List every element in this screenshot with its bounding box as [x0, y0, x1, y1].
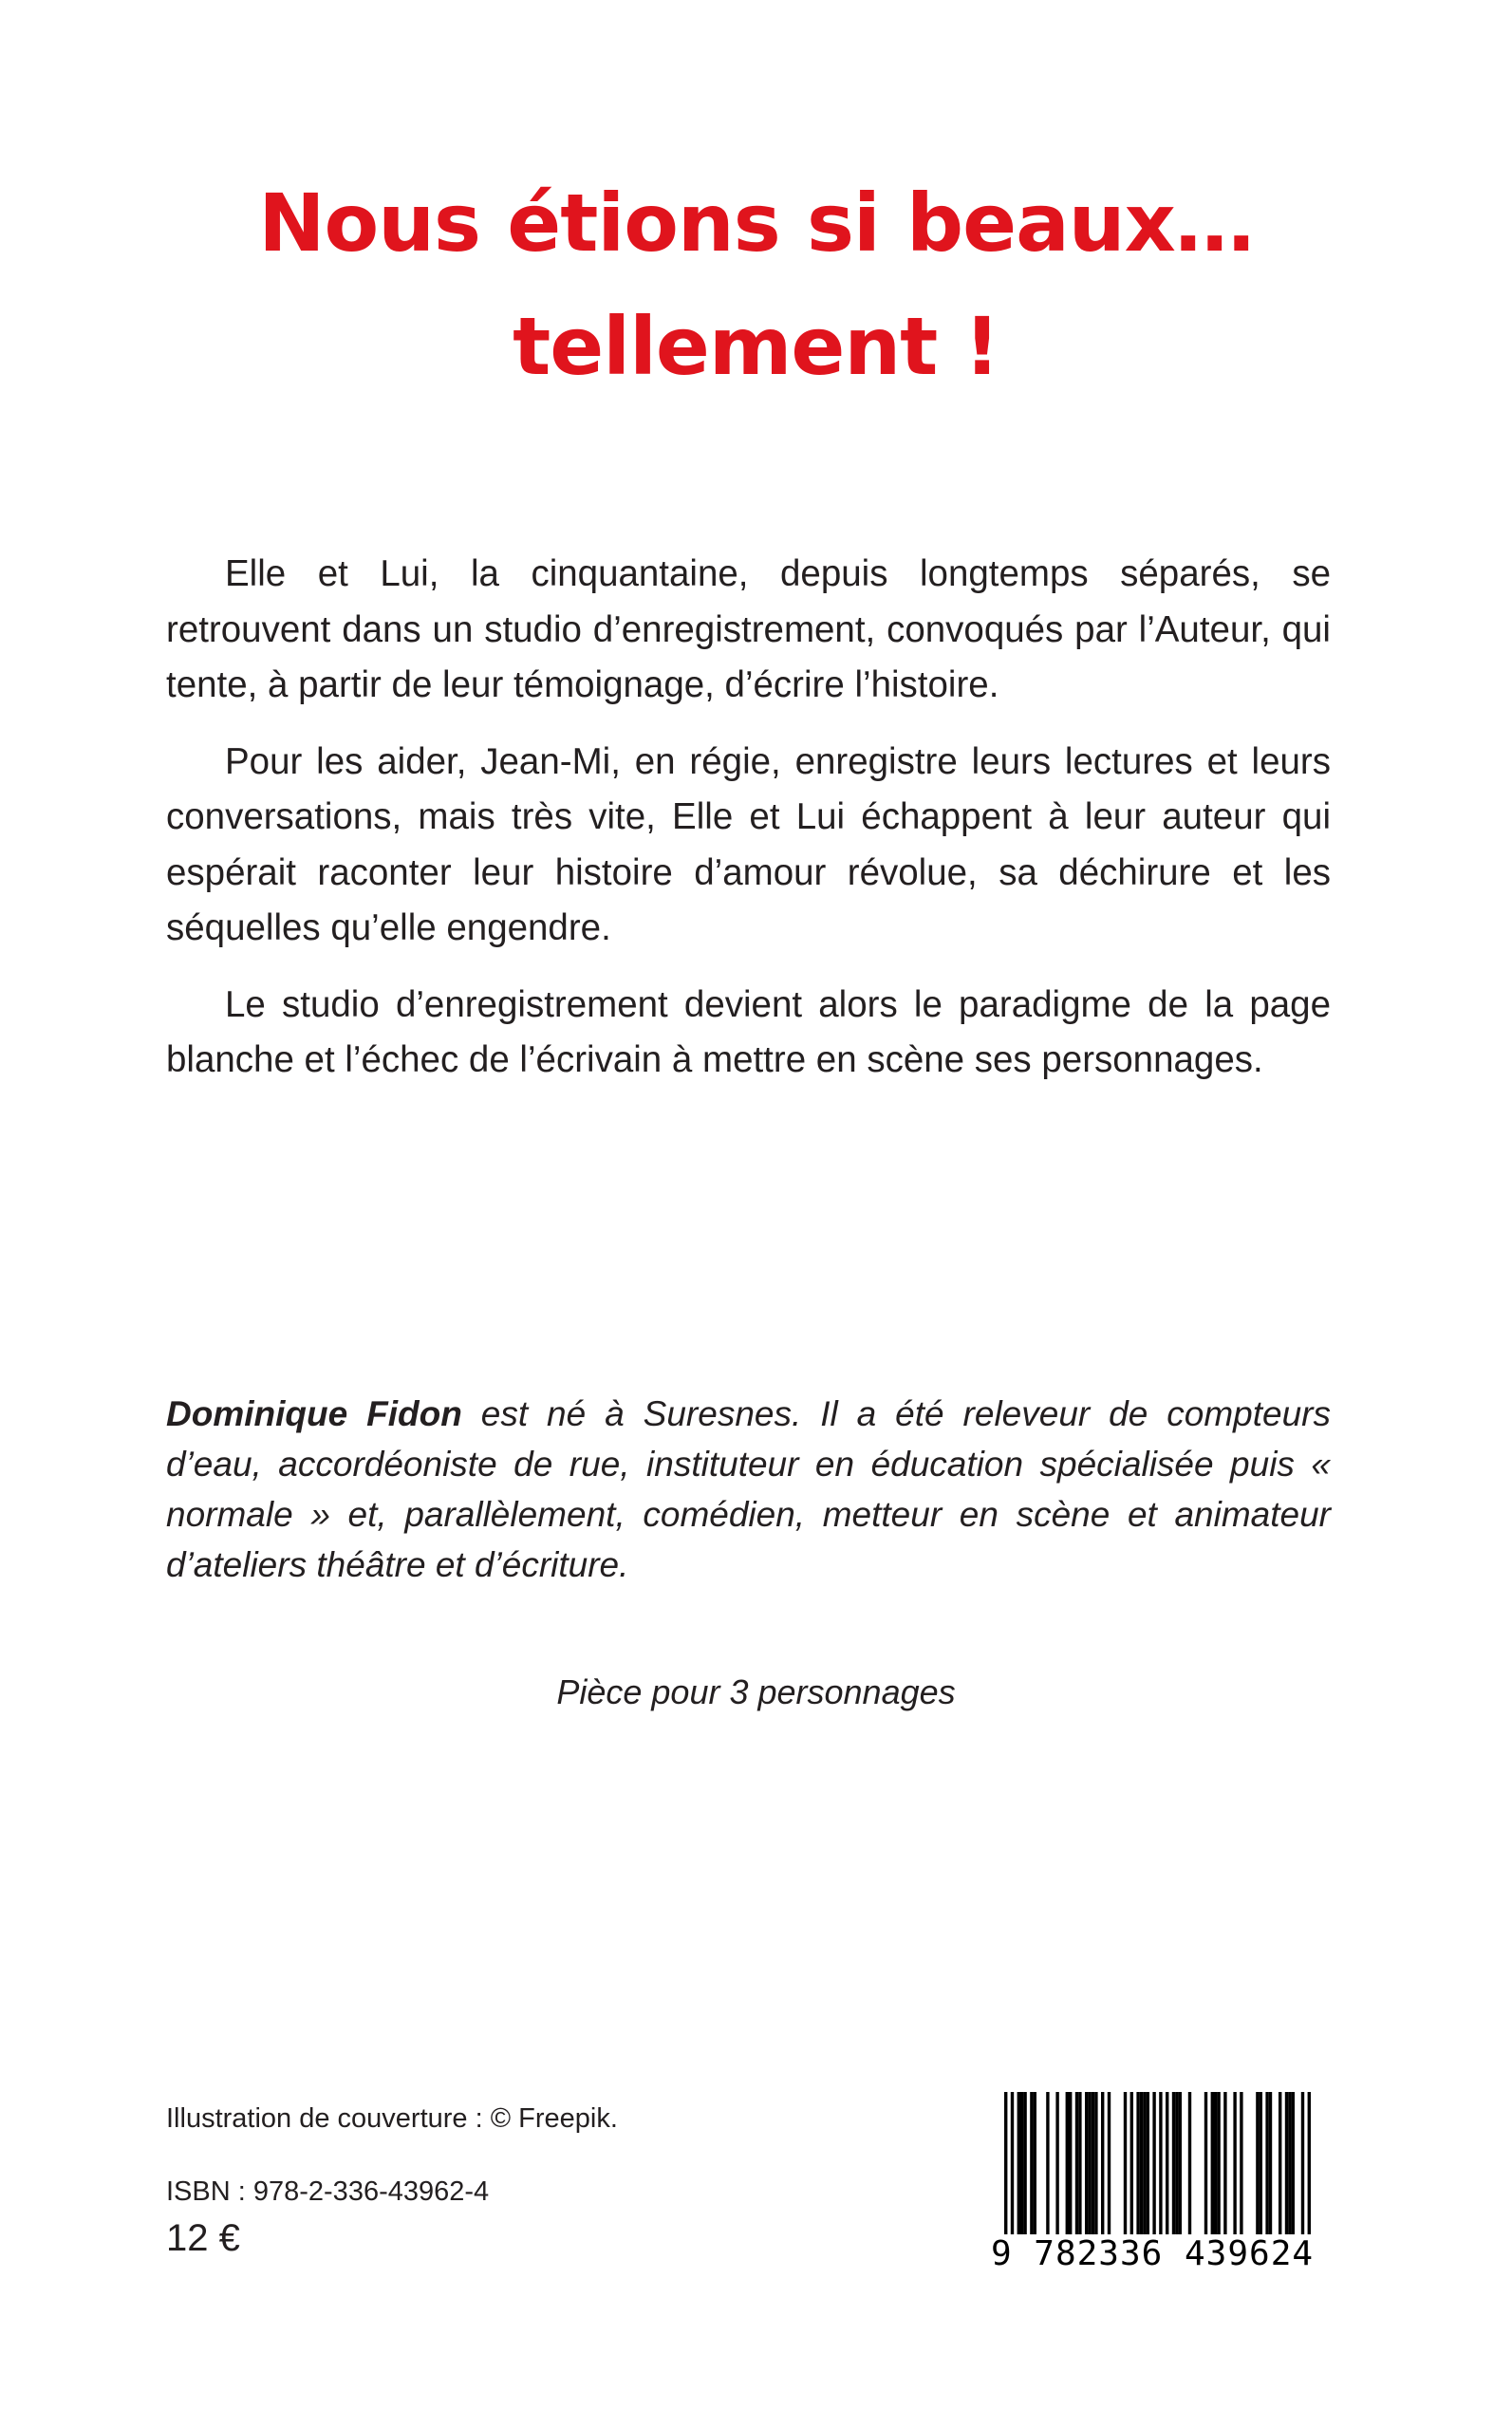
barcode-bar: [1166, 2092, 1168, 2234]
barcode-bar: [1143, 2092, 1146, 2234]
barcode-bar: [1159, 2092, 1162, 2244]
barcode-bar: [1175, 2092, 1178, 2234]
barcode-bar: [1147, 2092, 1149, 2234]
barcode-bar: [1055, 2092, 1058, 2234]
barcode-digits: 9 782336 439624: [978, 2234, 1327, 2273]
barcode-bar: [1188, 2092, 1191, 2234]
barcode-bar: [1023, 2092, 1026, 2234]
barcode-bar: [1172, 2092, 1175, 2234]
illustration-credit: Illustration de couverture : © Freepik.: [166, 2103, 618, 2134]
barcode-bar: [1256, 2092, 1259, 2234]
barcode-bar: [1140, 2092, 1143, 2234]
barcode-bar: [1030, 2092, 1033, 2234]
barcode-bar: [1233, 2092, 1236, 2234]
author-name: Dominique Fidon: [166, 1394, 462, 1433]
barcode-bar: [1085, 2092, 1088, 2234]
barcode-bar: [1017, 2092, 1020, 2234]
isbn-barcode: [978, 2092, 1327, 2287]
barcode-bar: [1066, 2092, 1069, 2234]
barcode-bar: [1069, 2092, 1072, 2234]
barcode-bar: [1004, 2092, 1007, 2244]
book-title: [0, 161, 1512, 408]
barcode-bar: [1223, 2092, 1226, 2234]
barcode-bar: [1020, 2092, 1023, 2234]
barcode-bar: [1269, 2092, 1272, 2234]
barcode-bar: [1260, 2092, 1262, 2234]
barcode-bar: [1088, 2092, 1091, 2234]
summary-paragraph: Elle et Lui, la cinquantaine, depuis longtemps séparés, se retrouvent dans un studio d’enregistrement, convoqués par l’Auteur, qui tente, à partir de leur témoignage, d’écrire l’histoire.: [166, 553, 1331, 705]
barcode-bar: [1011, 2092, 1014, 2244]
barcode-bar: [1308, 2092, 1311, 2244]
barcode-bar: [1292, 2092, 1295, 2234]
barcode-bar: [1204, 2092, 1207, 2234]
barcode-bar: [1046, 2092, 1049, 2234]
book-title-line-2: tellement !: [513, 300, 999, 393]
price-label: 12 €: [166, 2217, 240, 2259]
barcode-bar: [1301, 2092, 1304, 2244]
barcode-bar: [1179, 2092, 1182, 2234]
summary-paragraph: Le studio d’enregistrement devient alors le paradigme de la page blanche et l’échec de l’écrivain à mettre en scène ses personnages.: [166, 983, 1331, 1080]
barcode-bar: [1078, 2092, 1081, 2234]
summary-paragraph: Pour les aider, Jean-Mi, en régie, enregistre leurs lectures et leurs conversations, mais très vite, Elle et Lui échappent à leur auteur qui espérait raconter leur histoire d’amour révolue, sa déchirure et les séquelles qu’elle engendre.: [166, 740, 1331, 948]
barcode-bar: [1240, 2092, 1242, 2234]
barcode-bar: [1217, 2092, 1220, 2234]
barcode-bar: [1094, 2092, 1097, 2234]
barcode-bar: [1265, 2092, 1268, 2234]
author-bio-text: est né à Suresnes. Il a été releveur de compteurs d’eau, accordéoniste de rue, instituteur en éducation spécialisée puis « normale » et, parallèlement, comédien, metteur en scène et animateur d’ateliers théâtre et d’écriture.: [166, 1394, 1331, 1584]
summary-text: [166, 547, 1331, 1110]
barcode-bar: [1211, 2092, 1214, 2234]
barcode-bar: [1279, 2092, 1281, 2234]
barcode-bar: [1130, 2092, 1133, 2234]
barcode-bar: [1034, 2092, 1036, 2234]
author-bio: [166, 1389, 1331, 1590]
barcode-bar: [1092, 2092, 1094, 2234]
barcode-bar: [1075, 2092, 1078, 2234]
barcode-bars: [978, 2092, 1327, 2244]
book-title-line-1: Nous étions si beaux…: [258, 177, 1254, 270]
barcode-bar: [1101, 2092, 1104, 2234]
barcode-bar: [1136, 2092, 1139, 2234]
barcode-bar: [1124, 2092, 1127, 2234]
barcode-bar: [1152, 2092, 1155, 2244]
barcode-bar: [1285, 2092, 1288, 2234]
barcode-bar: [1108, 2092, 1111, 2234]
genre-note: Pièce pour 3 personnages: [556, 1672, 956, 1711]
barcode-bar: [1214, 2092, 1217, 2234]
isbn-number: ISBN : 978-2-336-43962-4: [166, 2176, 490, 2207]
barcode-bar: [1288, 2092, 1291, 2234]
